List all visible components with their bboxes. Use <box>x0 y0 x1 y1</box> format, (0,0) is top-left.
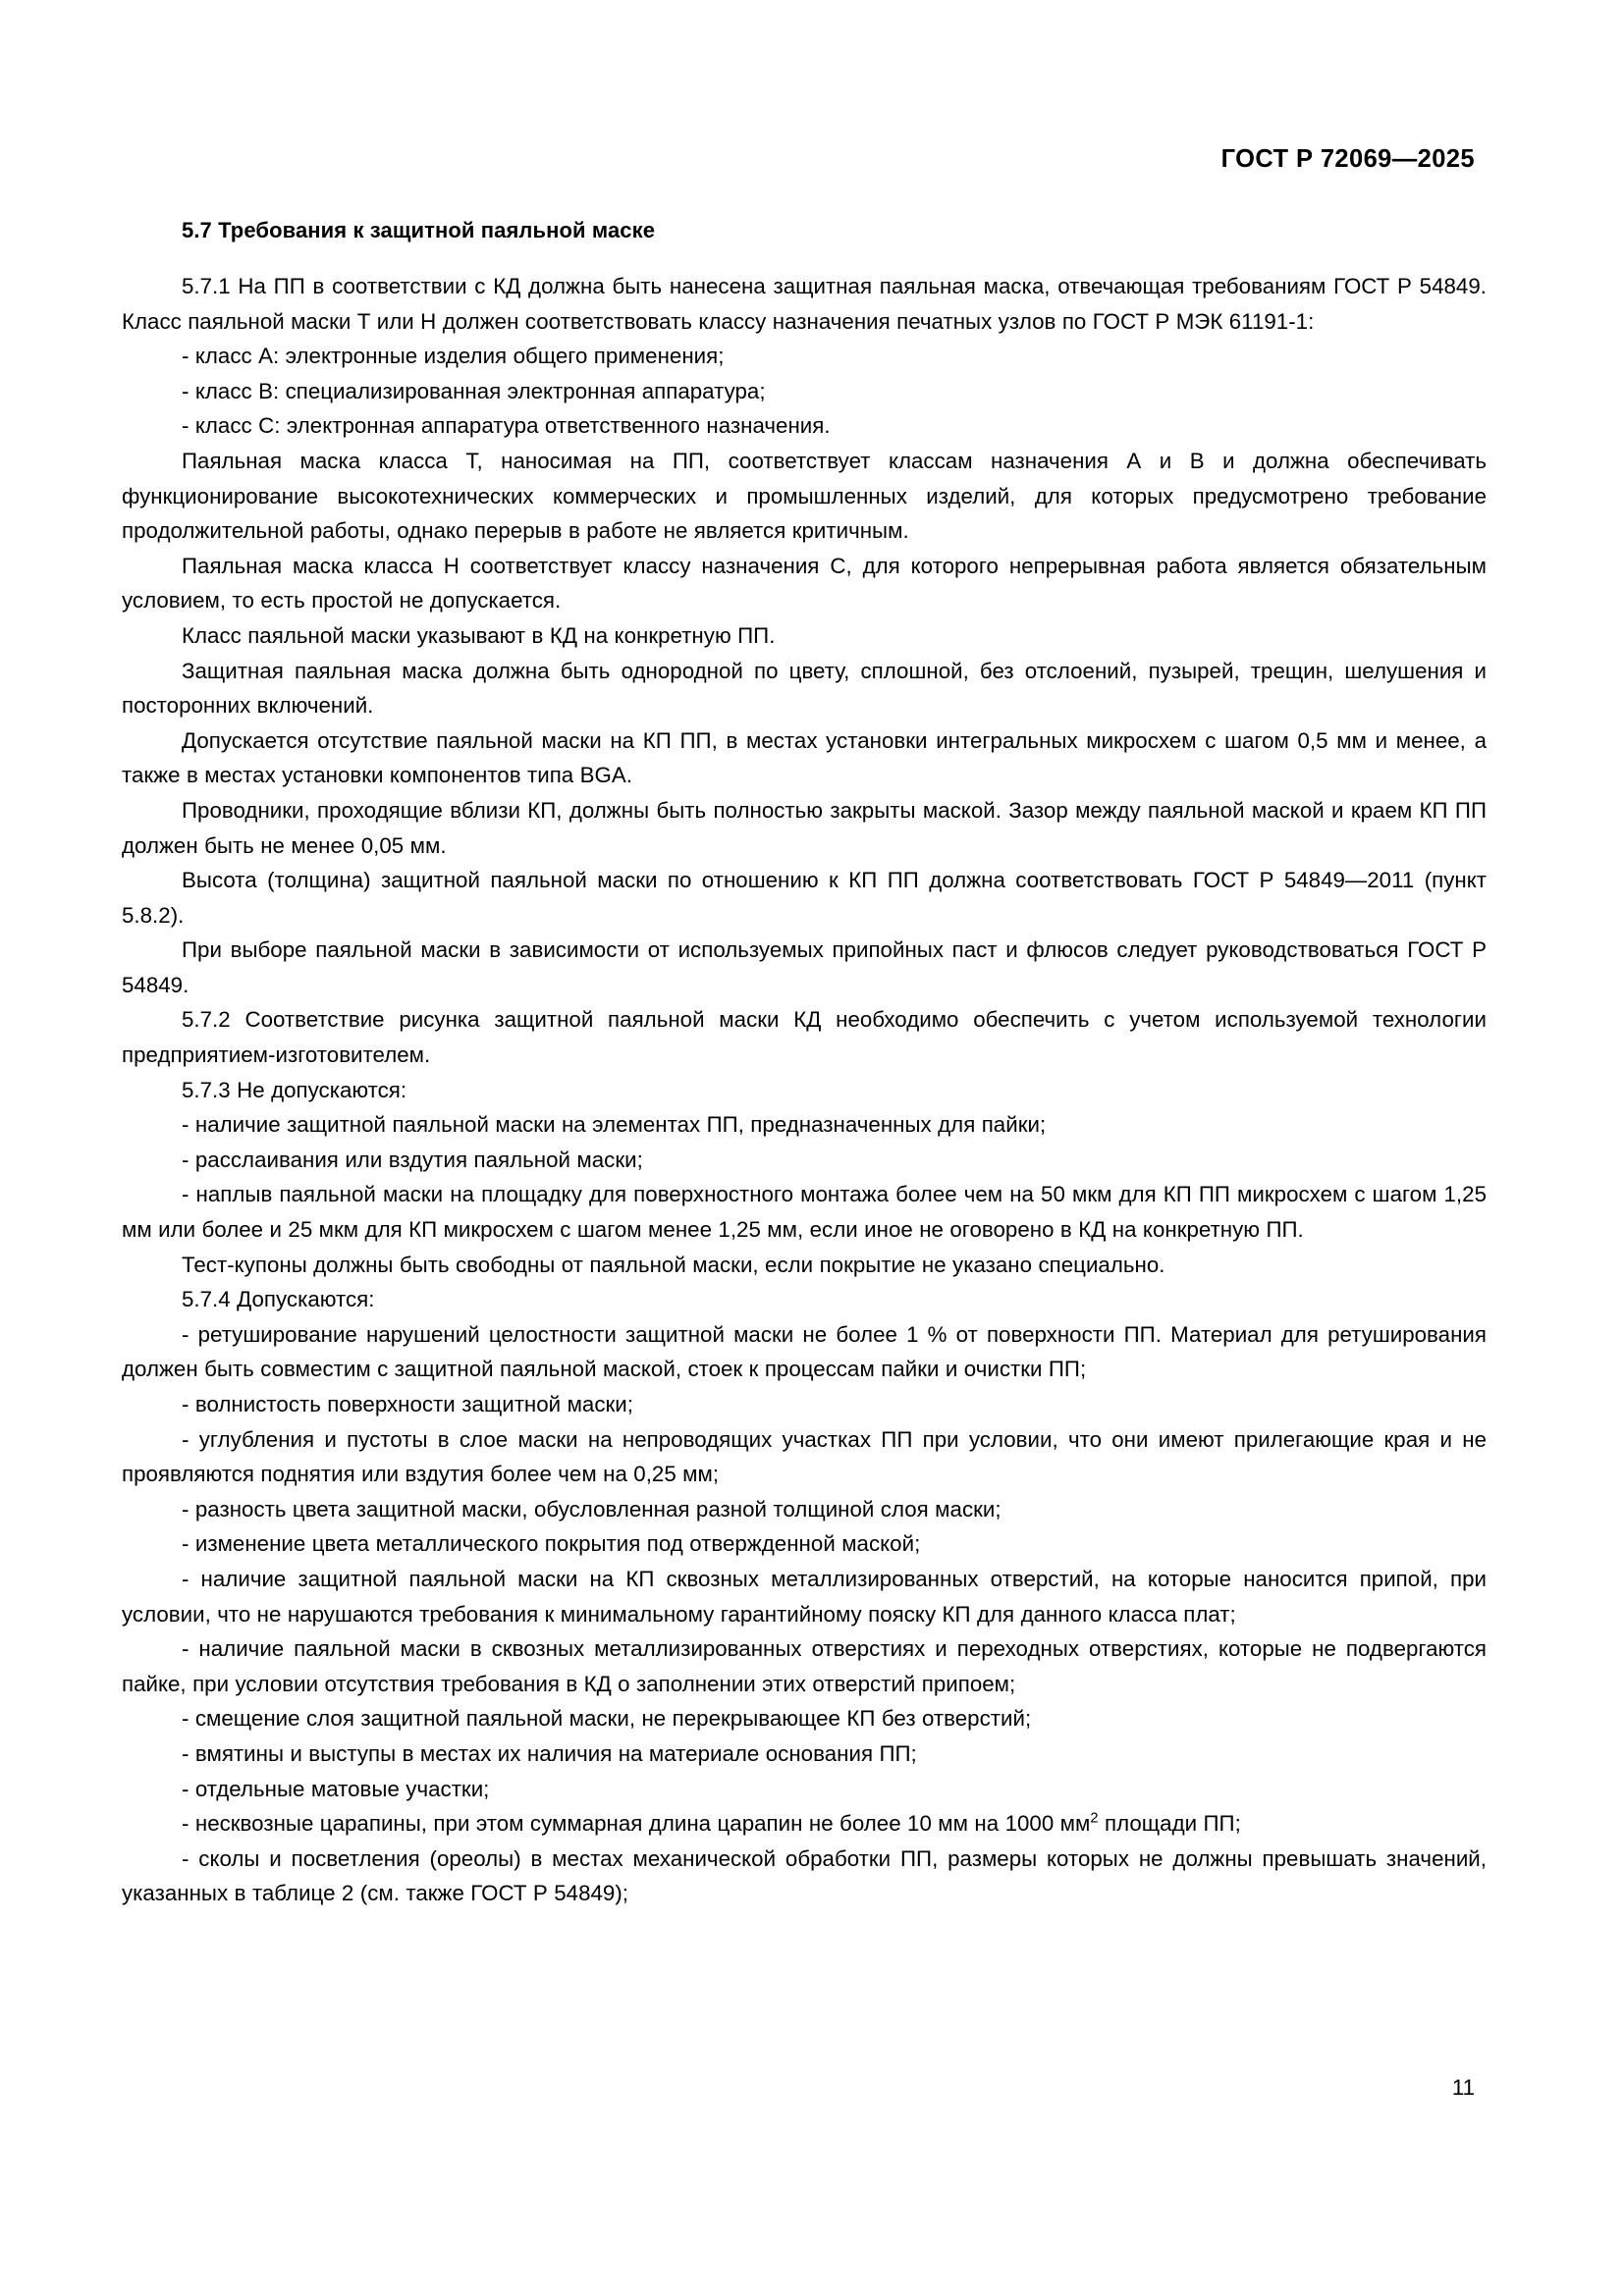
scratch-text-before: - несквозные царапины, при этом суммарная длина царапин не более 10 мм на 1000 мм <box>182 1811 1091 1837</box>
list-item-allowed-11 <box>122 1806 1487 1842</box>
paragraph-5-7-3: 5.7.3 Не допускаются: <box>182 1077 407 1102</box>
paragraph-mask-class-h: Паяльная маска класса Н соответствует классу назначения С, для которого непрерывная работа является обязательным условием, то есть простой не допускается. <box>122 553 1487 614</box>
list-item-allowed-2: - волнистость поверхности защитной маски; <box>182 1392 633 1416</box>
paragraph-5-7-1: 5.7.1 На ПП в соответствии с КД должна быть нанесена защитная паяльная маска, отвечающая требованиям ГОСТ Р 54849. Класс паяльной маски Т или Н должен соответствовать классу назначения печатных узлов по ГОСТ Р МЭК 61191-1: <box>122 274 1487 334</box>
page-header-standard-number: ГОСТ Р 72069—2025 <box>1220 145 1475 173</box>
list-item-allowed-7: - наличие паяльной маски в сквозных металлизированных отверстиях и переходных отверстиях, которые не подвергаются пайке, при условии отсутствия требования в КД о заполнении этих отверстий припоем; <box>122 1636 1487 1696</box>
list-item-allowed-10: - отдельные матовые участки; <box>182 1776 490 1801</box>
list-item-allowed-12: - сколы и посветления (ореолы) в местах механической обработки ПП, размеры которых не должны превышать значений, указанных в таблице 2 (см. также ГОСТ Р 54849); <box>122 1845 1487 1906</box>
paragraph-mask-height: Высота (толщина) защитной паяльной маски по отношению к КП ПП должна соответствовать ГОСТ Р 54849—2011 (пункт 5.8.2). <box>122 868 1487 928</box>
list-item-allowed-8: - смещение слоя защитной паяльной маски, не перекрывающее КП без отверстий; <box>182 1706 1032 1732</box>
paragraph-test-coupons: Тест-купоны должны быть свободны от паяльной маски, если покрытие не указано специально. <box>182 1252 1165 1277</box>
list-item-class-b: - класс В: специализированная электронная аппаратура; <box>182 378 766 403</box>
paragraph-mask-class-t: Паяльная маска класса Т, наносимая на ПП, соответствует классам назначения А и В и должна обеспечивать функционирование высокотехнических коммерческих и промышленных изделий, для которых предусмотрено требование продолжительной работы, однако перерыв в работе не является критичным. <box>122 448 1487 544</box>
list-item-allowed-5: - изменение цвета металлического покрытия под отвержденной маской; <box>182 1531 921 1557</box>
document-body <box>122 218 1487 1911</box>
square-exponent: 2 <box>1090 1810 1099 1827</box>
paragraph-conductors-coverage: Проводники, проходящие вблизи КП, должны быть полностью закрыты маской. Зазор между паяльной маской и краем КП ПП должен быть не менее 0,05 мм. <box>122 797 1487 858</box>
list-item-allowed-6: - наличие защитной паяльной маски на КП сквозных металлизированных отверстий, на которые наносится припой, при условии, что не нарушаются требования к минимальному гарантийному пояску КП для данного класса плат; <box>122 1566 1487 1627</box>
paragraph-mask-absence-allowed: Допускается отсутствие паяльной маски на КП ПП, в местах установки интегральных микросхем с шагом 0,5 мм и менее, а также в местах установки компонентов типа BGA. <box>122 727 1487 788</box>
section-heading-5-7: 5.7 Требования к защитной паяльной маске <box>182 218 656 242</box>
paragraph-mask-uniformity: Защитная паяльная маска должна быть однородной по цвету, сплошной, без отслоений, пузырей, трещин, шелушения и посторонних включений. <box>122 658 1487 719</box>
list-item-allowed-4: - разность цвета защитной маски, обусловленная разной толщиной слоя маски; <box>182 1496 1001 1522</box>
list-item-allowed-1: - ретуширование нарушений целостности защитной маски не более 1 % от поверхности ПП. Материал для ретуширования должен быть совместим с защитной паяльной маской, стоек к процессам пайки и очистки ПП; <box>122 1321 1487 1382</box>
paragraph-mask-class-in-kd: Класс паяльной маски указывают в КД на конкретную ПП. <box>182 622 776 648</box>
list-item-class-c: - класс С: электронная аппаратура ответственного назначения. <box>182 413 831 439</box>
scratch-text-after: площади ПП; <box>1098 1811 1241 1837</box>
paragraph-5-7-2: 5.7.2 Соответствие рисунка защитной паяльной маски КД необходимо обеспечить с учетом используемой технологии предприятием-изготовителем. <box>122 1007 1487 1068</box>
paragraph-mask-selection: При выборе паяльной маски в зависимости от используемых припойных паст и флюсов следует руководствоваться ГОСТ Р 54849. <box>122 937 1487 997</box>
page-number: 11 <box>1451 2075 1475 2100</box>
list-item-not-allowed-1: - наличие защитной паяльной маски на элементах ПП, предназначенных для пайки; <box>182 1112 1047 1138</box>
list-item-not-allowed-3: - наплыв паяльной маски на площадку для поверхностного монтажа более чем на 50 мкм для КП ПП микросхем с шагом 1,25 мм или более и 25 мкм для КП микросхем с шагом менее 1,25 мм, если иное не оговорено в КД на конкретную ПП. <box>122 1182 1487 1243</box>
paragraph-5-7-4: 5.7.4 Допускаются: <box>182 1287 375 1312</box>
list-item-not-allowed-2: - расслаивания или вздутия паяльной маски; <box>182 1147 643 1172</box>
list-item-allowed-3: - углубления и пустоты в слое маски на непроводящих участках ПП при условии, что они имеют прилегающие края и не проявляются поднятия или вздутия более чем на 0,25 мм; <box>122 1426 1487 1487</box>
list-item-allowed-9: - вмятины и выступы в местах их наличия на материале основания ПП; <box>182 1740 917 1766</box>
list-item-class-a: - класс А: электронные изделия общего применения; <box>182 344 725 369</box>
